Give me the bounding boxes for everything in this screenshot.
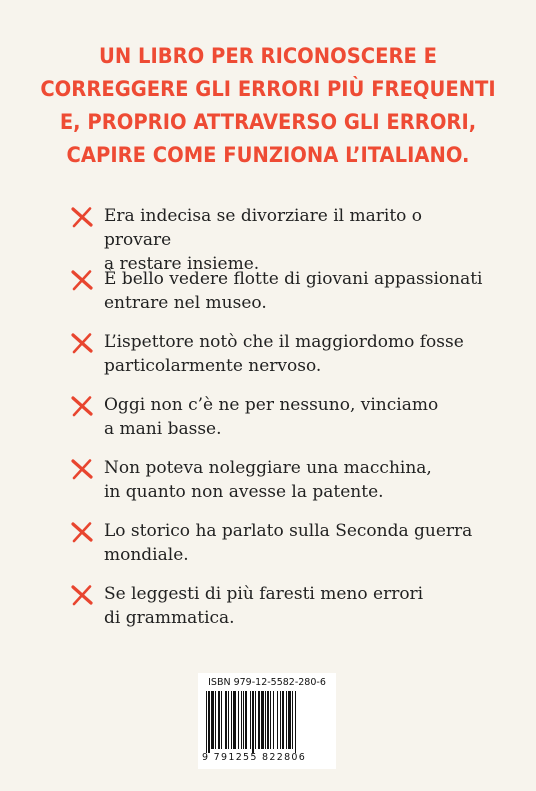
error-example-item: [70, 393, 490, 456]
headline-line-2: CORREGGERE GLI ERRORI PIÙ FREQUENTI: [40, 77, 496, 101]
barcode-bar: [245, 691, 247, 749]
error-sentence: [104, 393, 494, 441]
barcode-bar: [238, 691, 239, 749]
error-example-list: [70, 204, 490, 645]
sentence-line: Era indecisa se divorziare il marito o provare: [104, 206, 423, 250]
headline-line-3: E, PROPRIO ATTRAVERSO GLI ERRORI,: [59, 110, 477, 134]
barcode-bar: [267, 691, 269, 749]
isbn-number: ISBN 979-12-5582-280-6: [208, 677, 326, 688]
barcode-bar: [261, 691, 264, 749]
red-x-cross-icon: [70, 269, 94, 291]
barcode-bar: [280, 691, 281, 749]
error-example-item: [70, 519, 490, 582]
barcode-bar: [270, 691, 271, 749]
red-x-cross-icon: [70, 395, 94, 417]
sentence-line: È bello vedere flotte di giovani appassionati: [104, 269, 483, 289]
barcode-bar: [225, 691, 227, 749]
error-sentence: [104, 456, 494, 504]
barcode-bar: [273, 691, 274, 749]
sentence-line: L’ispettore notò che il maggiordomo fosse: [104, 332, 464, 352]
sentence-line: mondiale.: [104, 545, 189, 565]
barcode-bar: [252, 691, 254, 753]
barcode-bar: [211, 691, 214, 749]
barcode-bar: [221, 691, 222, 749]
headline-line-1: UN LIBRO PER RICONOSCERE E: [99, 44, 437, 68]
sentence-line: Se leggesti di più faresti meno errori: [104, 584, 424, 604]
barcode-bar: [265, 691, 266, 749]
error-sentence: [104, 204, 494, 276]
red-x-cross-icon: [70, 332, 94, 354]
error-example-item: [70, 267, 490, 330]
barcode-bar: [228, 691, 229, 749]
barcode-bar: [255, 691, 256, 749]
sentence-line: a restare insieme.: [104, 254, 260, 274]
barcode-bar: [258, 691, 260, 749]
error-example-item: [70, 456, 490, 519]
error-example-item: [70, 330, 490, 393]
barcode-bar: [241, 691, 242, 749]
barcode-bar: [295, 691, 296, 753]
error-example-item: [70, 204, 490, 274]
barcode-bar: [292, 691, 293, 749]
barcode-bar: [215, 691, 216, 749]
barcode-bar: [277, 691, 278, 749]
error-sentence: [104, 330, 494, 378]
barcode-bar: [243, 691, 244, 749]
sentence-line: entrare nel museo.: [104, 293, 267, 313]
sentence-line: Non poteva noleggiare una macchina,: [104, 458, 432, 478]
red-x-cross-icon: [70, 584, 94, 606]
barcode-bar: [231, 691, 232, 749]
barcode-bar: [233, 691, 236, 749]
red-x-cross-icon: [70, 521, 94, 543]
barcode-digits: 9 791255 822806: [202, 752, 307, 763]
error-sentence: [104, 582, 494, 630]
red-x-cross-icon: [70, 206, 94, 228]
error-example-item: [70, 582, 490, 645]
barcode-bar: [250, 691, 251, 749]
barcode-bar: [286, 691, 287, 749]
barcode-bar: [218, 691, 220, 749]
red-x-cross-icon: [70, 458, 94, 480]
error-sentence: [104, 519, 494, 567]
sentence-line: Oggi non c’è ne per nessuno, vinciamo: [104, 395, 439, 415]
barcode-bar: [206, 691, 207, 753]
sentence-line: particolarmente nervoso.: [104, 356, 322, 376]
barcode-bar: [208, 691, 210, 753]
barcode-bar: [282, 691, 284, 749]
sentence-line: a mani basse.: [104, 419, 222, 439]
sentence-line: Lo storico ha parlato sulla Seconda guerra: [104, 521, 473, 541]
isbn-barcode: [198, 673, 336, 769]
sentence-line: di grammatica.: [104, 608, 235, 628]
barcode-bar: [288, 691, 291, 749]
barcode-bars: [204, 691, 332, 753]
headline: [19, 40, 517, 172]
headline-line-4: CAPIRE COME FUNZIONA L’ITALIANO.: [66, 143, 470, 167]
sentence-line: in quanto non avesse la patente.: [104, 482, 384, 502]
error-sentence: [104, 267, 494, 315]
